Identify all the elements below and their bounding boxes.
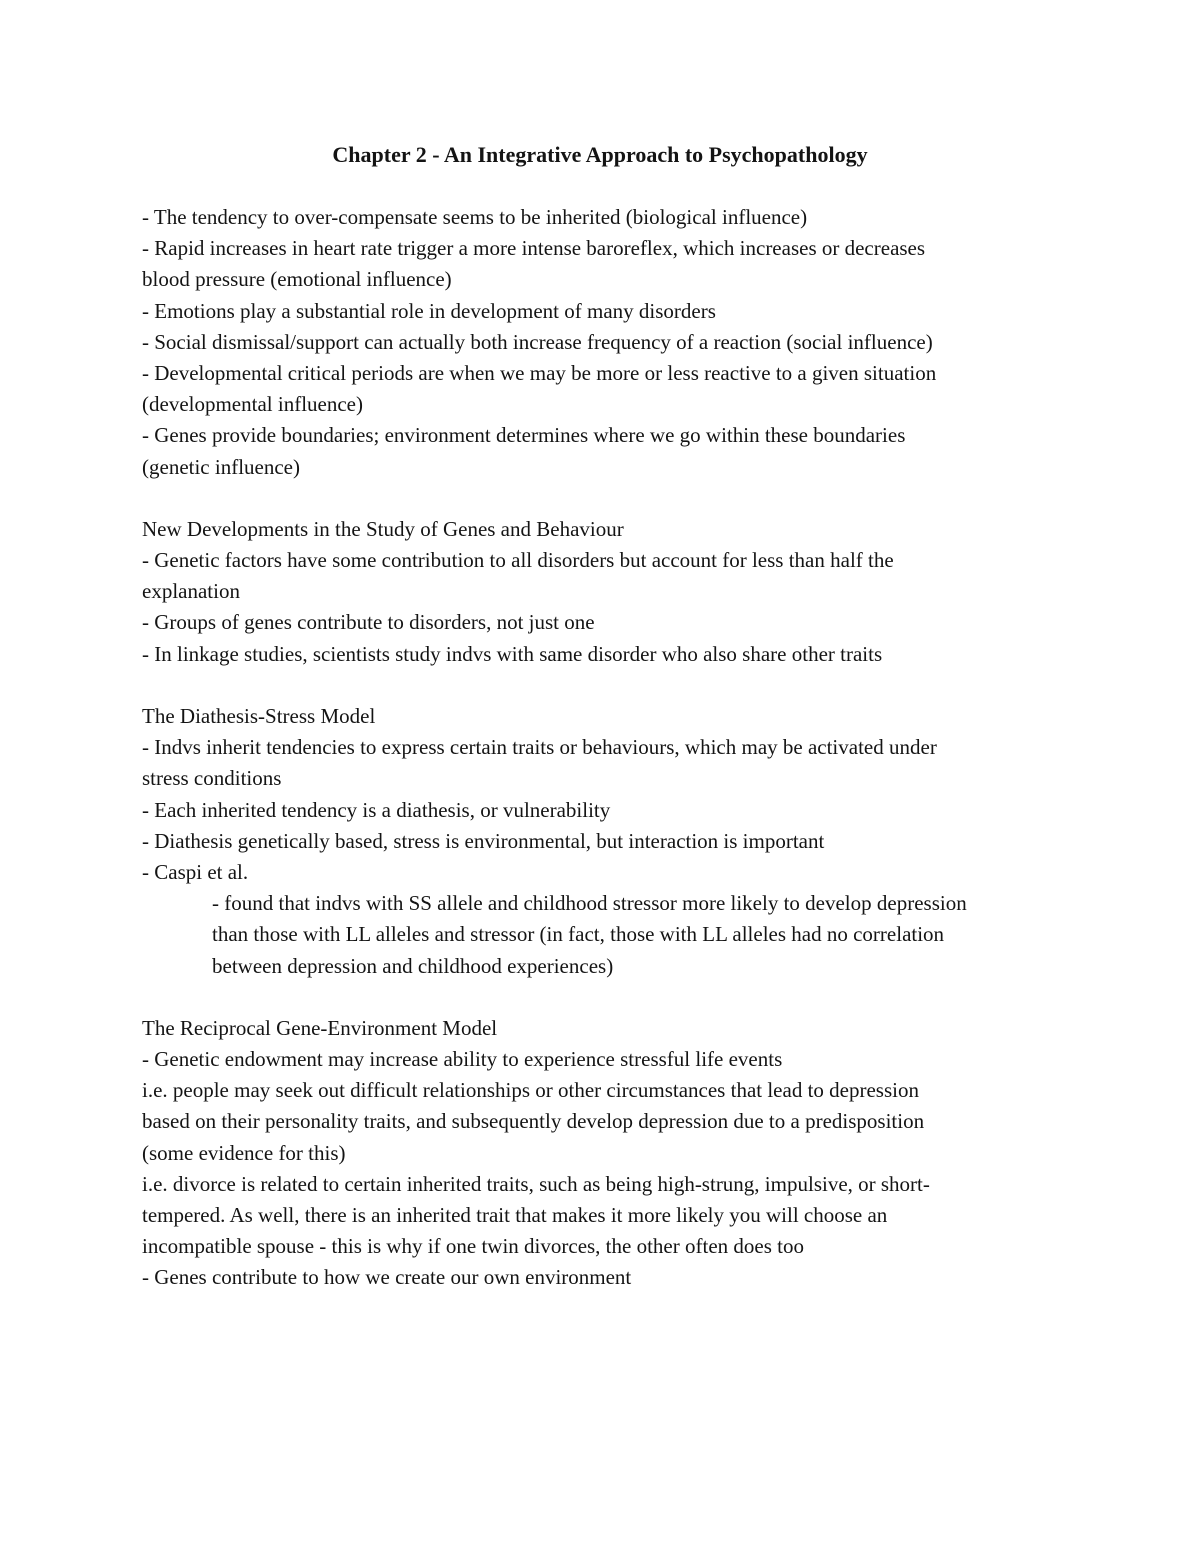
- intro-line: - Social dismissal/support can actually both increase frequency of a reaction (social influence): [142, 329, 933, 354]
- genes-line: - In linkage studies, scientists study indvs with same disorder who also share other traits: [142, 641, 883, 666]
- section-heading-reciprocal: The Reciprocal Gene-Environment Model: [142, 1015, 498, 1040]
- intro-line: - Emotions play a substantial role in development of many disorders: [142, 298, 716, 323]
- diathesis-line: - Indvs inherit tendencies to express certain traits or behaviours, which may be activated under: [142, 735, 937, 760]
- diathesis-line: - Caspi et al.: [142, 859, 249, 884]
- diathesis-subline: than those with LL alleles and stressor (in fact, those with LL alleles had no correlation: [212, 922, 945, 947]
- genes-line: - Genetic factors have some contribution to all disorders but account for less than half the: [142, 548, 894, 573]
- document-body: [142, 202, 1062, 1294]
- section-heading-diathesis: The Diathesis-Stress Model: [142, 704, 376, 728]
- reciprocal-line: - Genetic endowment may increase ability to experience stressful life events: [142, 1047, 783, 1072]
- intro-line: - The tendency to over-compensate seems to be inherited (biological influence): [142, 205, 808, 229]
- reciprocal-line: i.e. people may seek out difficult relationships or other circumstances that lead to depression: [142, 1078, 919, 1103]
- paragraph-gap: [142, 670, 1062, 701]
- reciprocal-line: (some evidence for this): [142, 1140, 346, 1165]
- diathesis-line: - Each inherited tendency is a diathesis, or vulnerability: [142, 797, 611, 822]
- intro-line: (genetic influence): [142, 454, 300, 479]
- diathesis-subline: between depression and childhood experiences): [212, 953, 614, 978]
- paragraph-gap: [142, 483, 1062, 514]
- reciprocal-line: tempered. As well, there is an inherited trait that makes it more likely you will choose an: [142, 1203, 888, 1227]
- diathesis-subline: - found that indvs with SS allele and childhood stressor more likely to develop depression: [212, 891, 967, 916]
- reciprocal-line: incompatible spouse - this is why if one twin divorces, the other often does too: [142, 1234, 804, 1259]
- intro-line: - Rapid increases in heart rate trigger a more intense baroreflex, which increases or decreases: [142, 236, 926, 261]
- intro-line: - Developmental critical periods are when we may be more or less reactive to a given situation: [142, 360, 937, 385]
- reciprocal-line: based on their personality traits, and subsequently develop depression due to a predisposition: [142, 1109, 925, 1134]
- intro-line: - Genes provide boundaries; environment determines where we go within these boundaries: [142, 423, 906, 448]
- intro-line: blood pressure (emotional influence): [142, 267, 452, 292]
- genes-line: explanation: [142, 579, 240, 604]
- intro-line: (developmental influence): [142, 392, 363, 417]
- genes-line: - Groups of genes contribute to disorders, not just one: [142, 610, 595, 635]
- diathesis-line: - Diathesis genetically based, stress is environmental, but interaction is important: [142, 828, 825, 853]
- diathesis-line: stress conditions: [142, 766, 282, 791]
- reciprocal-line: - Genes contribute to how we create our own environment: [142, 1265, 632, 1290]
- document-title: Chapter 2 - An Integrative Approach to Psychopathology: [332, 142, 868, 167]
- section-heading-genes: New Developments in the Study of Genes and Behaviour: [142, 516, 624, 541]
- reciprocal-line: i.e. divorce is related to certain inherited traits, such as being high-strung, impulsive, or short-: [142, 1171, 930, 1196]
- paragraph-gap: [142, 982, 1062, 1013]
